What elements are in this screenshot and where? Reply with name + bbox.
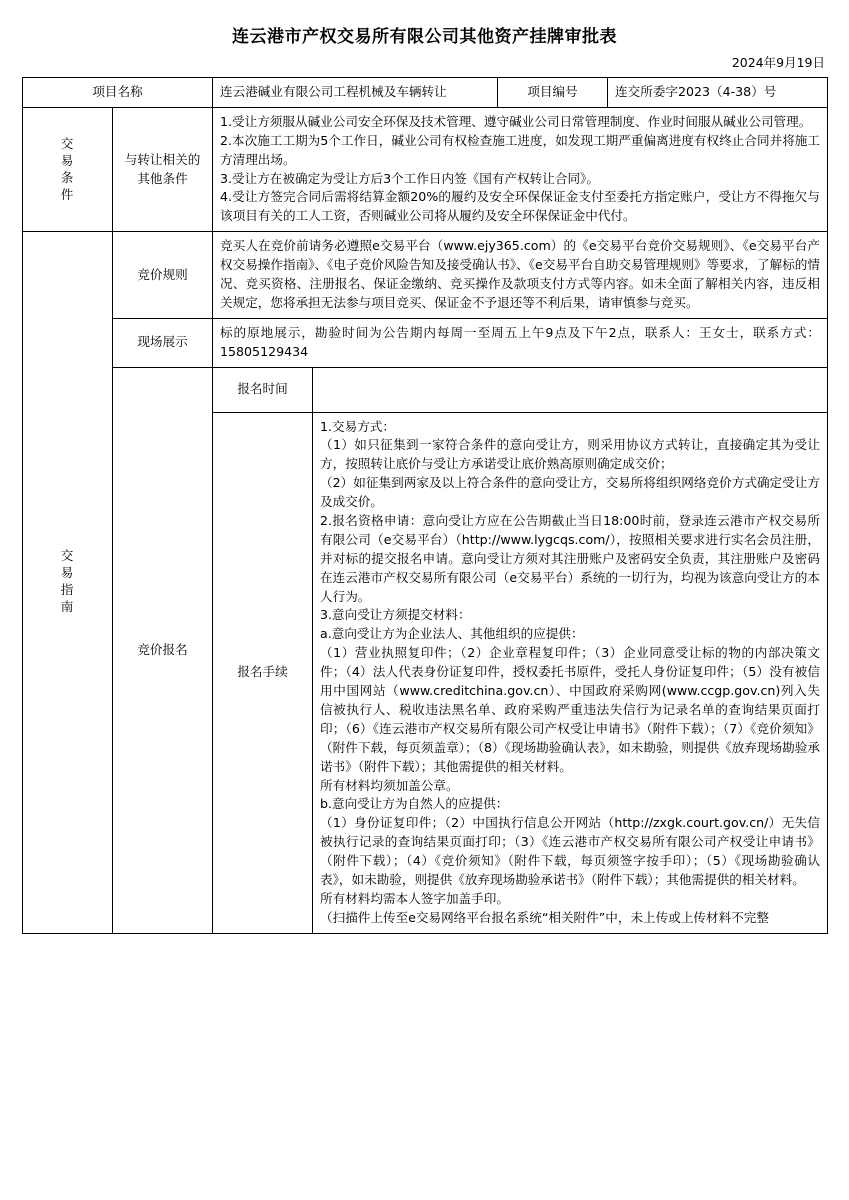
table-row-trade-terms xyxy=(23,107,828,231)
section-label-trade-conditions xyxy=(23,107,113,231)
signup-time-value xyxy=(313,367,828,412)
procedure-p3: （2）如征集到两家及以上符合条件的意向受让方，交易所将组织网络竞价方式确定受让方及成交价。 xyxy=(320,475,820,510)
bid-signup-label: 竞价报名 xyxy=(113,367,213,933)
page-title: 连云港市产权交易所有限公司其他资产挂牌审批表 xyxy=(232,27,617,47)
table-row-signup-time xyxy=(23,367,828,412)
procedure-p8: 所有材料均须加盖公章。 xyxy=(320,777,459,793)
procedure-p1: 1.交易方式： xyxy=(320,418,395,434)
site-display-content: 标的原地展示，勘验时间为公告期内每周一至周五上午9点及下午2点，联系人：王女士，联系方式：15805129434 xyxy=(213,318,828,367)
trade-terms-sub-label: 与转让相关的其他条件 xyxy=(113,107,213,231)
procedure-p5: 3.意向受让方须提交材料： xyxy=(320,607,471,623)
site-display-label: 现场展示 xyxy=(113,318,213,367)
trade-terms-p1: 1.受让方须服从碱业公司安全环保及技术管理、遵守碱业公司日常管理制度、作业时间服从碱业公司管理。 xyxy=(220,113,812,129)
table-row-site-display xyxy=(23,318,828,367)
table-row-bidding-rules xyxy=(23,232,828,319)
project-code-value: 连交所委字2023（4-38）号 xyxy=(608,78,828,108)
project-code-label: 项目编号 xyxy=(498,78,608,108)
procedure-p4: 2.报名资格申请：意向受让方应在公告期截止当日18:00时前，登录连云港市产权交易所有限公司（e交易平台）（http://www.lygcqs.com/），按照相关要求进行实名会员注册，并对标的提交报名申请。意向受让方须对其注册账户及密码安全负责，其注册账户及密码在连云港市产权交易所有限公司（e交易平台）系统的一切行为，均视为该意向受让方的本人行为。 xyxy=(320,513,820,604)
procedure-p7: （1）营业执照复印件；（2）企业章程复印件；（3）企业同意受让标的物的内部决策文件；（4）法人代表身份证复印件，授权委托书原件，受托人身份证复印件；（5）没有被信用中国网站（www.creditchina.gov.cn）、中国政府采购网(www.ccgp.gov.cn)列入失信被执行人、税收违法黑名单、政府采购严重违法失信行为记录名单的查询结果页面打印；（6）《连云港市产权交易所有限公司产权受让申请书》（附件下载）；（7）《竞价须知》（附件下载，每页须盖章）；（8）《现场勘验确认表》，如未勘验，则提供《放弃现场勘验承诺书》（附件下载）；其他需提供的相关材料。 xyxy=(320,645,820,774)
bidding-rules-content: 竞买人在竞价前请务必遵照e交易平台（www.ejy365.com）的《e交易平台竞价交易规则》、《e交易平台产权交易操作指南》、《电子竞价风险告知及接受确认书》、《e交易平台自助交易管理规则》等要求，了解标的情况、竞买资格、注册报名、保证金缴纳、竞买操作及款项支付方式等内容。如未全面了解相关内容，违反相关规定，您将承担无法参与项目竞买、保证金不予退还等不利后果，请审慎参与竞买。 xyxy=(213,232,828,319)
table-row-project xyxy=(23,78,828,108)
procedure-p12: （扫描件上传至e交易网络平台报名系统“相关附件”中，未上传或上传材料不完整 xyxy=(320,909,769,925)
section-label-trade-conditions-text: 交易条件 xyxy=(60,135,75,202)
project-name-value: 连云港碱业有限公司工程机械及车辆转让 xyxy=(213,78,498,108)
approval-form-table xyxy=(22,77,828,934)
procedure-p2: （1）如只征集到一家符合条件的意向受让方，则采用协议方式转让，直接确定其为受让方，按照转让底价与受让方承诺受让底价熟高原则确定成交价； xyxy=(320,437,820,472)
signup-procedure-content xyxy=(313,412,828,933)
trade-terms-p4: 4.受让方签完合同后需将结算金额20%的履约及安全环保保证金支付至委托方指定账户，受让方不得拖欠与该项目有关的工人工资，否则碱业公司将从履约及安全环保保证金中代付。 xyxy=(220,189,820,224)
procedure-p9: b.意向受让方为自然人的应提供： xyxy=(320,796,509,812)
procedure-p11: 所有材料均需本人签字加盖手印。 xyxy=(320,890,509,906)
trade-terms-content xyxy=(213,107,828,231)
procedure-p6: a.意向受让方为企业法人、其他组织的应提供： xyxy=(320,626,584,642)
trade-terms-p3: 3.受让方在被确定为受让方后3个工作日内签《国有产权转让合同》。 xyxy=(220,170,599,186)
signup-procedure-label: 报名手续 xyxy=(213,412,313,933)
signup-time-label: 报名时间 xyxy=(213,367,313,412)
section-label-trade-guide xyxy=(23,232,113,933)
document-date: 2024年9月19日 xyxy=(731,55,825,70)
procedure-p10: （1）身份证复印件；（2）中国执行信息公开网站（http://zxgk.court.gov.cn/）无失信被执行记录的查询结果页面打印；（3）《连云港市产权交易所有限公司产权受让申请书》（附件下载）；（4）《竞价须知》（附件下载，每页须签字按手印）；（5）《现场勘验确认表》，如未勘验，则提供《放弃现场勘验承诺书》（附件下载）；其他需提供的相关材料。 xyxy=(320,815,820,887)
bidding-rules-label: 竞价规则 xyxy=(113,232,213,319)
trade-terms-p2: 2.本次施工工期为5个工作日，碱业公司有权检查施工进度，如发现工期严重偏离进度有权终止合同并将施工方清理出场。 xyxy=(220,132,820,167)
project-name-label: 项目名称 xyxy=(23,78,213,108)
section-label-trade-guide-text: 交易指南 xyxy=(60,548,75,615)
